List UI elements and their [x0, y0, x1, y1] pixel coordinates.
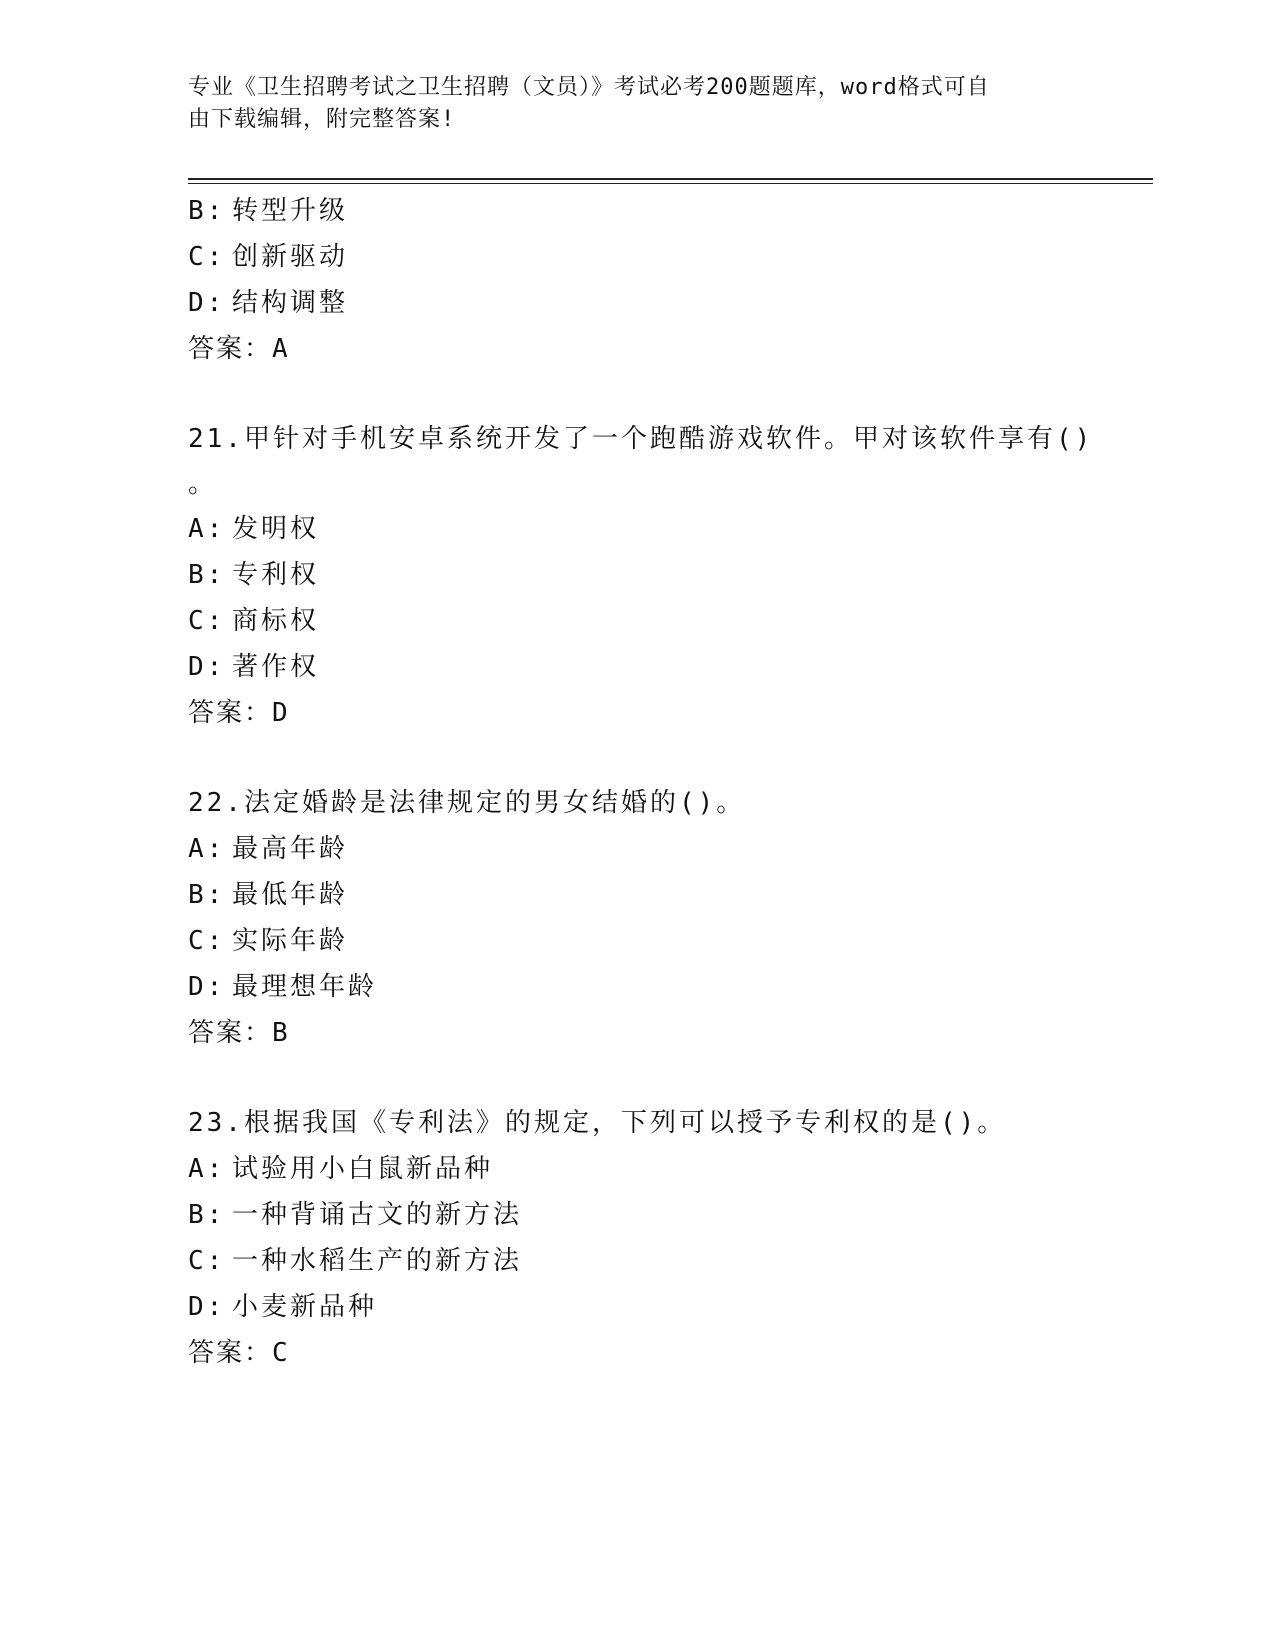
option-d — [188, 644, 1088, 690]
header-line-2: 由下载编辑，附完整答案! — [188, 107, 456, 132]
answer-label: 答案： — [188, 698, 273, 728]
option-letter: C: — [188, 242, 226, 272]
question-stem: 23.根据我国《专利法》的规定，下列可以授予专利权的是()。 — [188, 1108, 1007, 1138]
option-c — [188, 918, 1088, 964]
option-text: 实际年龄 — [232, 926, 349, 956]
answer-line — [188, 326, 1088, 372]
option-a — [188, 1146, 1088, 1192]
option-text: 结构调整 — [232, 288, 349, 318]
option-letter: D: — [188, 288, 226, 318]
question-23 — [188, 1100, 1088, 1376]
document-header — [188, 72, 1068, 136]
header-divider — [188, 178, 1153, 184]
option-c — [188, 598, 1088, 644]
option-text: 一种水稻生产的新方法 — [232, 1246, 523, 1276]
option-letter: D: — [188, 652, 226, 682]
option-b — [188, 1192, 1088, 1238]
option-c — [188, 1238, 1088, 1284]
option-text: 最理想年龄 — [232, 972, 378, 1002]
option-letter: B: — [188, 1200, 226, 1230]
option-text: 最低年龄 — [232, 880, 349, 910]
answer-label: 答案： — [188, 1338, 273, 1368]
option-text: 商标权 — [232, 606, 320, 636]
header-line-1: 专业《卫生招聘考试之卫生招聘（文员）》考试必考200题题库，word格式可自 — [188, 75, 990, 100]
question-22 — [188, 780, 1088, 1056]
option-d — [188, 1284, 1088, 1330]
answer-label: 答案： — [188, 334, 273, 364]
answer-value: C — [272, 1338, 290, 1368]
question-stem: 22.法定婚龄是法律规定的男女结婚的()。 — [188, 788, 746, 818]
option-d — [188, 964, 1088, 1010]
answer-line — [188, 1330, 1088, 1376]
option-letter: A: — [188, 834, 226, 864]
answer-line — [188, 1010, 1088, 1056]
question-21 — [188, 416, 1094, 736]
answer-label: 答案： — [188, 1018, 273, 1048]
option-d — [188, 280, 1088, 326]
option-text: 专利权 — [232, 560, 320, 590]
option-b — [188, 872, 1088, 918]
option-a — [188, 826, 1088, 872]
option-text: 转型升级 — [232, 196, 349, 226]
option-letter: B: — [188, 196, 226, 226]
option-letter: A: — [188, 1154, 226, 1184]
question-list — [188, 188, 1094, 1376]
option-letter: D: — [188, 972, 226, 1002]
option-c — [188, 234, 1088, 280]
answer-value: D — [272, 698, 290, 728]
option-text: 试验用小白鼠新品种 — [232, 1154, 494, 1184]
option-text: 一种背诵古文的新方法 — [232, 1200, 523, 1230]
option-a — [188, 506, 1088, 552]
question-stem: 21.甲针对手机安卓系统开发了一个跑酷游戏软件。甲对该软件享有() — [188, 424, 1094, 454]
answer-value: A — [272, 334, 290, 364]
option-text: 创新驱动 — [232, 242, 349, 272]
question-stem-continuation: 。 — [188, 469, 215, 499]
option-letter: B: — [188, 560, 226, 590]
option-letter: B: — [188, 880, 226, 910]
option-text: 小麦新品种 — [232, 1292, 378, 1322]
option-b — [188, 188, 1088, 234]
option-text: 著作权 — [232, 652, 320, 682]
option-b — [188, 552, 1088, 598]
option-letter: C: — [188, 1246, 226, 1276]
option-letter: C: — [188, 606, 226, 636]
option-text: 发明权 — [232, 514, 320, 544]
option-letter: C: — [188, 926, 226, 956]
previous-question-tail — [188, 188, 1088, 372]
answer-line — [188, 690, 1088, 736]
option-letter: D: — [188, 1292, 226, 1322]
option-text: 最高年龄 — [232, 834, 349, 864]
option-letter: A: — [188, 514, 226, 544]
answer-value: B — [272, 1018, 290, 1048]
